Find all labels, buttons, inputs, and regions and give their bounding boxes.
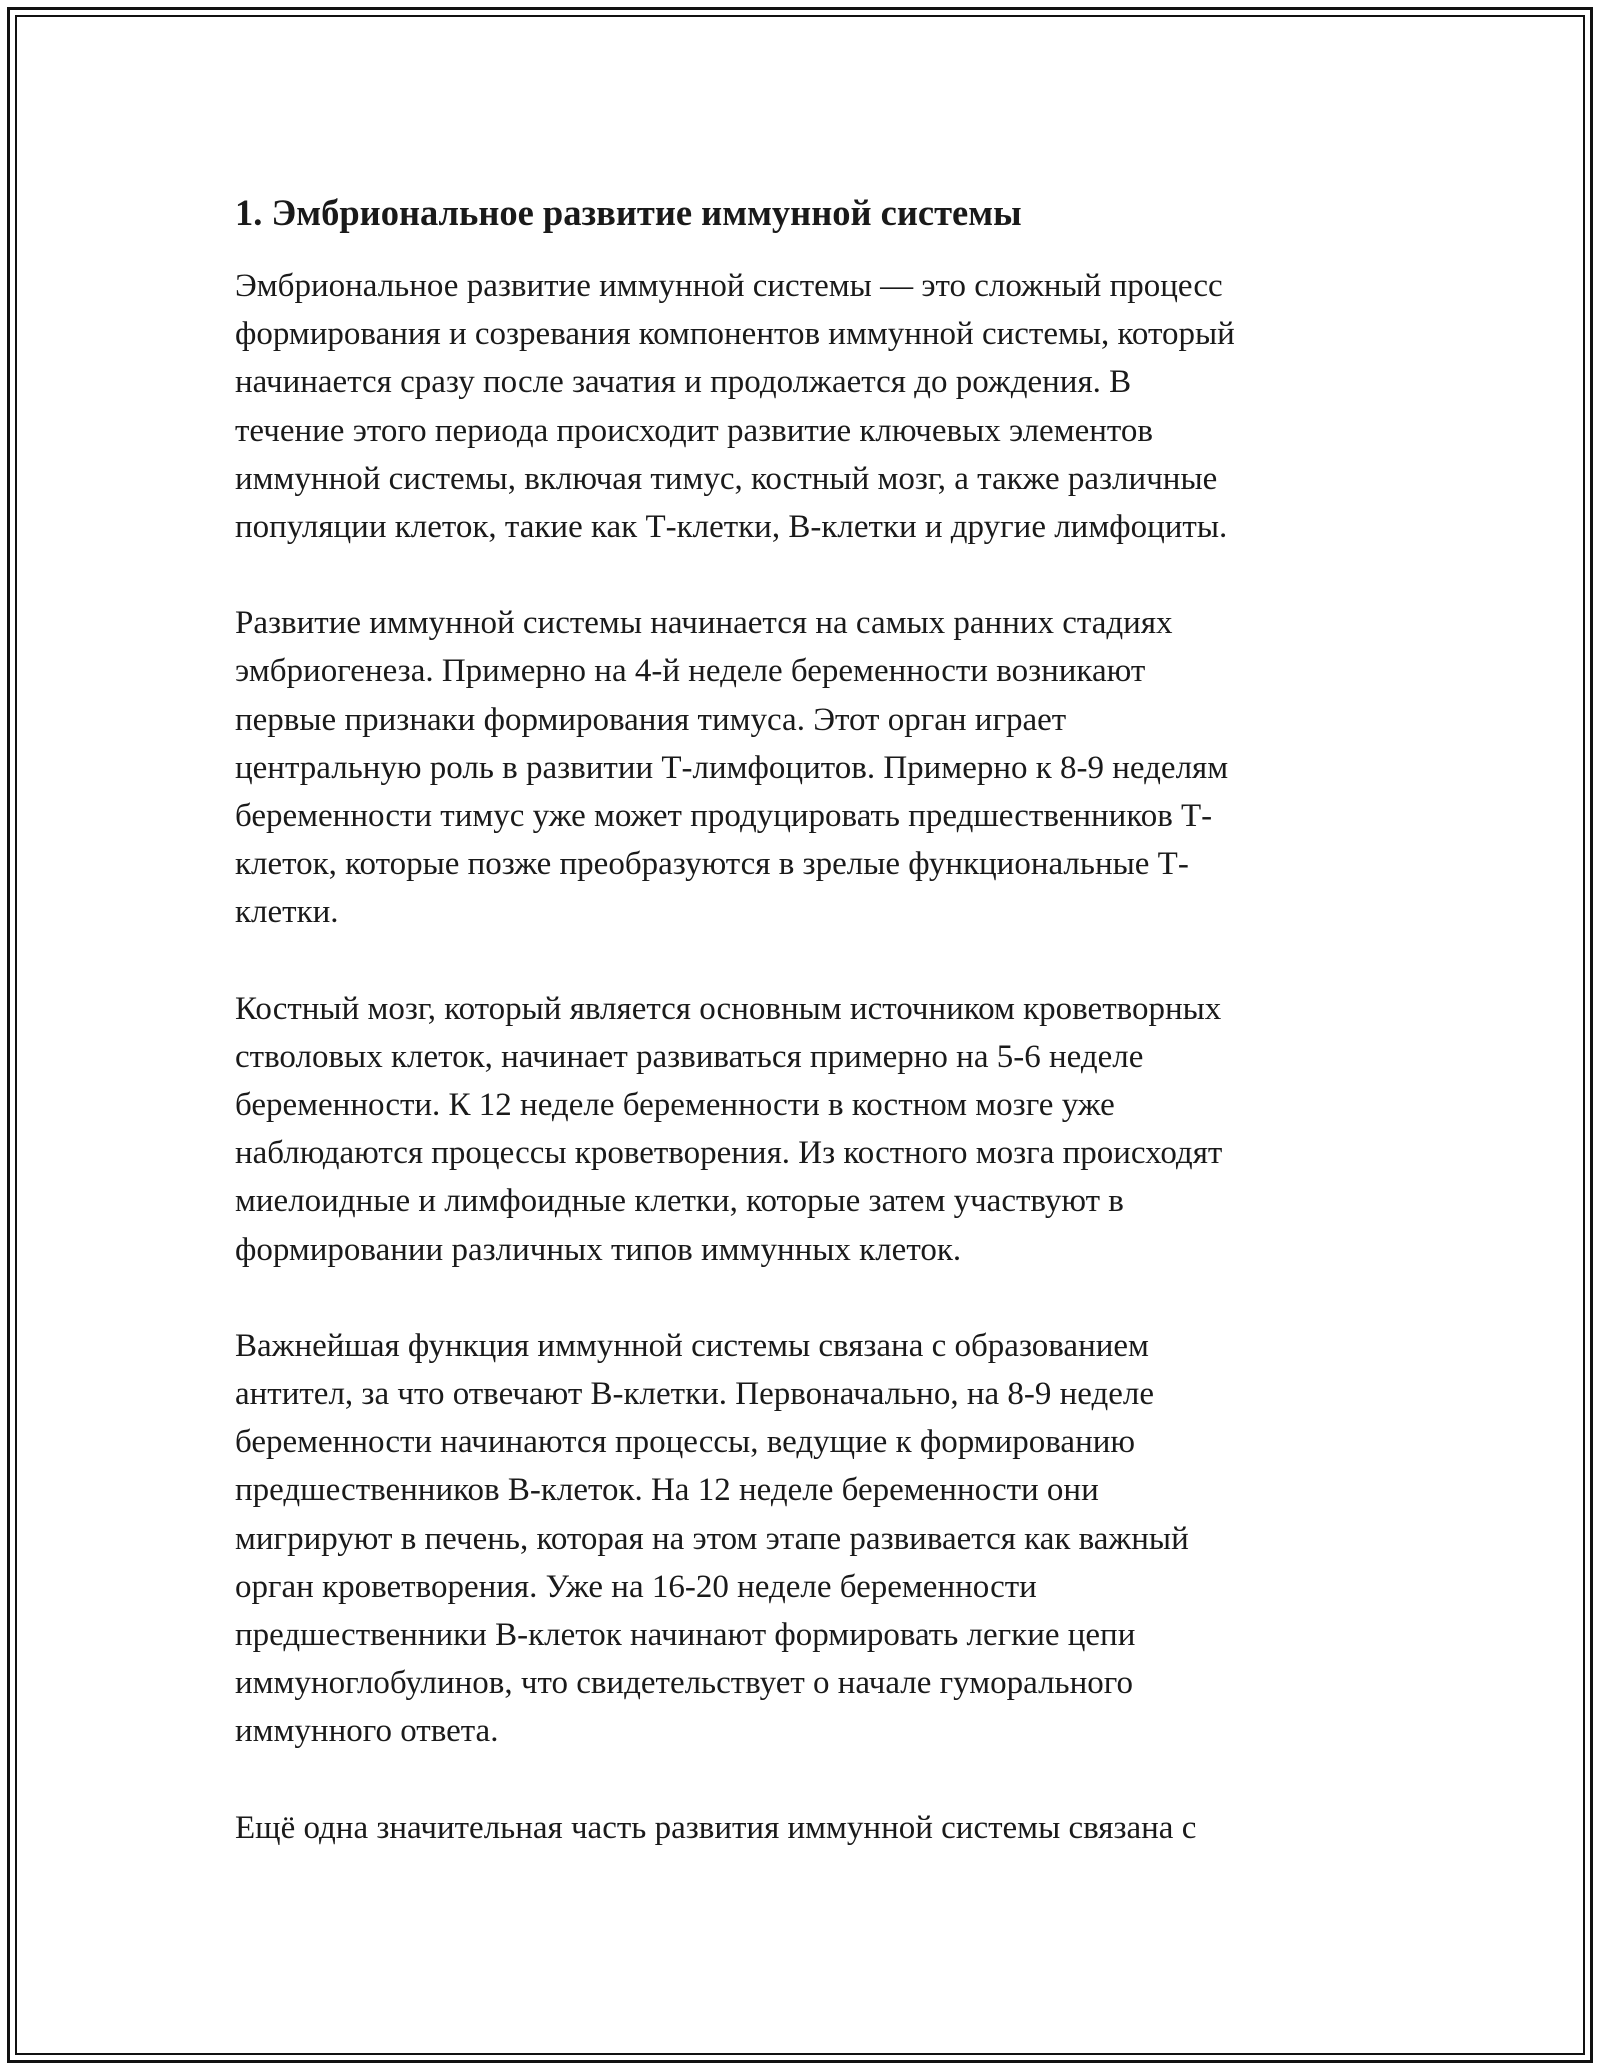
text-line: популяции клеток, такие как Т-клетки, В-клетки и другие лимфоциты. xyxy=(235,509,1228,546)
text-line: Костный мозг, который является основным источником кроветворных xyxy=(235,990,1222,1027)
text-line: формировании различных типов иммунных клеток. xyxy=(235,1231,962,1268)
text-line: наблюдаются процессы кроветворения. Из костного мозга происходят xyxy=(235,1135,1223,1172)
text-line: стволовых клеток, начинает развиваться примерно на 5-6 неделе xyxy=(235,1038,1144,1075)
text-line: центральную роль в развитии Т-лимфоцитов. Примерно к 8-9 неделям xyxy=(235,749,1229,786)
text-line: беременности. К 12 неделе беременности в костном мозге уже xyxy=(235,1087,1115,1124)
text-line: течение этого периода происходит развитие ключевых элементов xyxy=(235,412,1153,449)
text-line: иммунного ответа. xyxy=(235,1713,499,1750)
text-line: беременности тимус уже может продуцировать предшественников Т- xyxy=(235,798,1213,835)
text-line: предшественников В-клеток. На 12 неделе беременности они xyxy=(235,1472,1099,1509)
body-paragraph xyxy=(235,599,1375,936)
text-line: Развитие иммунной системы начинается на самых ранних стадиях xyxy=(235,605,1173,642)
text-line: Важнейшая функция иммунной системы связана с образованием xyxy=(235,1327,1149,1364)
text-line: эмбриогенеза. Примерно на 4-й неделе беременности возникают xyxy=(235,653,1146,690)
text-line: мигрируют в печень, которая на этом этапе развивается как важный xyxy=(235,1520,1189,1557)
text-line: первые признаки формирования тимуса. Этот орган играет xyxy=(235,701,1067,738)
text-line: Ещё одна значительная часть развития иммунной системы связана с xyxy=(235,1809,1197,1846)
text-line: беременности начинаются процессы, ведущие к формированию xyxy=(235,1424,1136,1461)
text-line: клетки. xyxy=(235,894,339,931)
text-line: иммунной системы, включая тимус, костный мозг, а также различные xyxy=(235,460,1218,497)
document-body xyxy=(235,188,1375,1900)
text-line: клеток, которые позже преобразуются в зрелые функциональные Т- xyxy=(235,846,1189,883)
text-line: орган кроветворения. Уже на 16-20 неделе беременности xyxy=(235,1568,1037,1605)
text-line: предшественники В-клеток начинают формировать легкие цепи xyxy=(235,1617,1136,1654)
body-paragraph xyxy=(235,262,1375,551)
text-line: начинается сразу после зачатия и продолжается до рождения. В xyxy=(235,364,1132,401)
text-line: иммуноглобулинов, что свидетельствует о начале гуморального xyxy=(235,1665,1133,1702)
text-line: формирования и созревания компонентов иммунной системы, который xyxy=(235,316,1235,353)
paragraph-list xyxy=(235,262,1375,1852)
body-paragraph xyxy=(235,1804,1375,1852)
text-line: миелоидные и лимфоидные клетки, которые затем участвуют в xyxy=(235,1183,1124,1220)
section-heading: 1. Эмбриональное развитие иммунной системы xyxy=(235,192,1022,233)
text-line: антител, за что отвечают В-клетки. Первоначально, на 8-9 неделе xyxy=(235,1376,1155,1413)
text-line: Эмбриональное развитие иммунной системы — это сложный процесс xyxy=(235,268,1223,304)
body-paragraph xyxy=(235,985,1375,1274)
body-paragraph xyxy=(235,1322,1375,1756)
